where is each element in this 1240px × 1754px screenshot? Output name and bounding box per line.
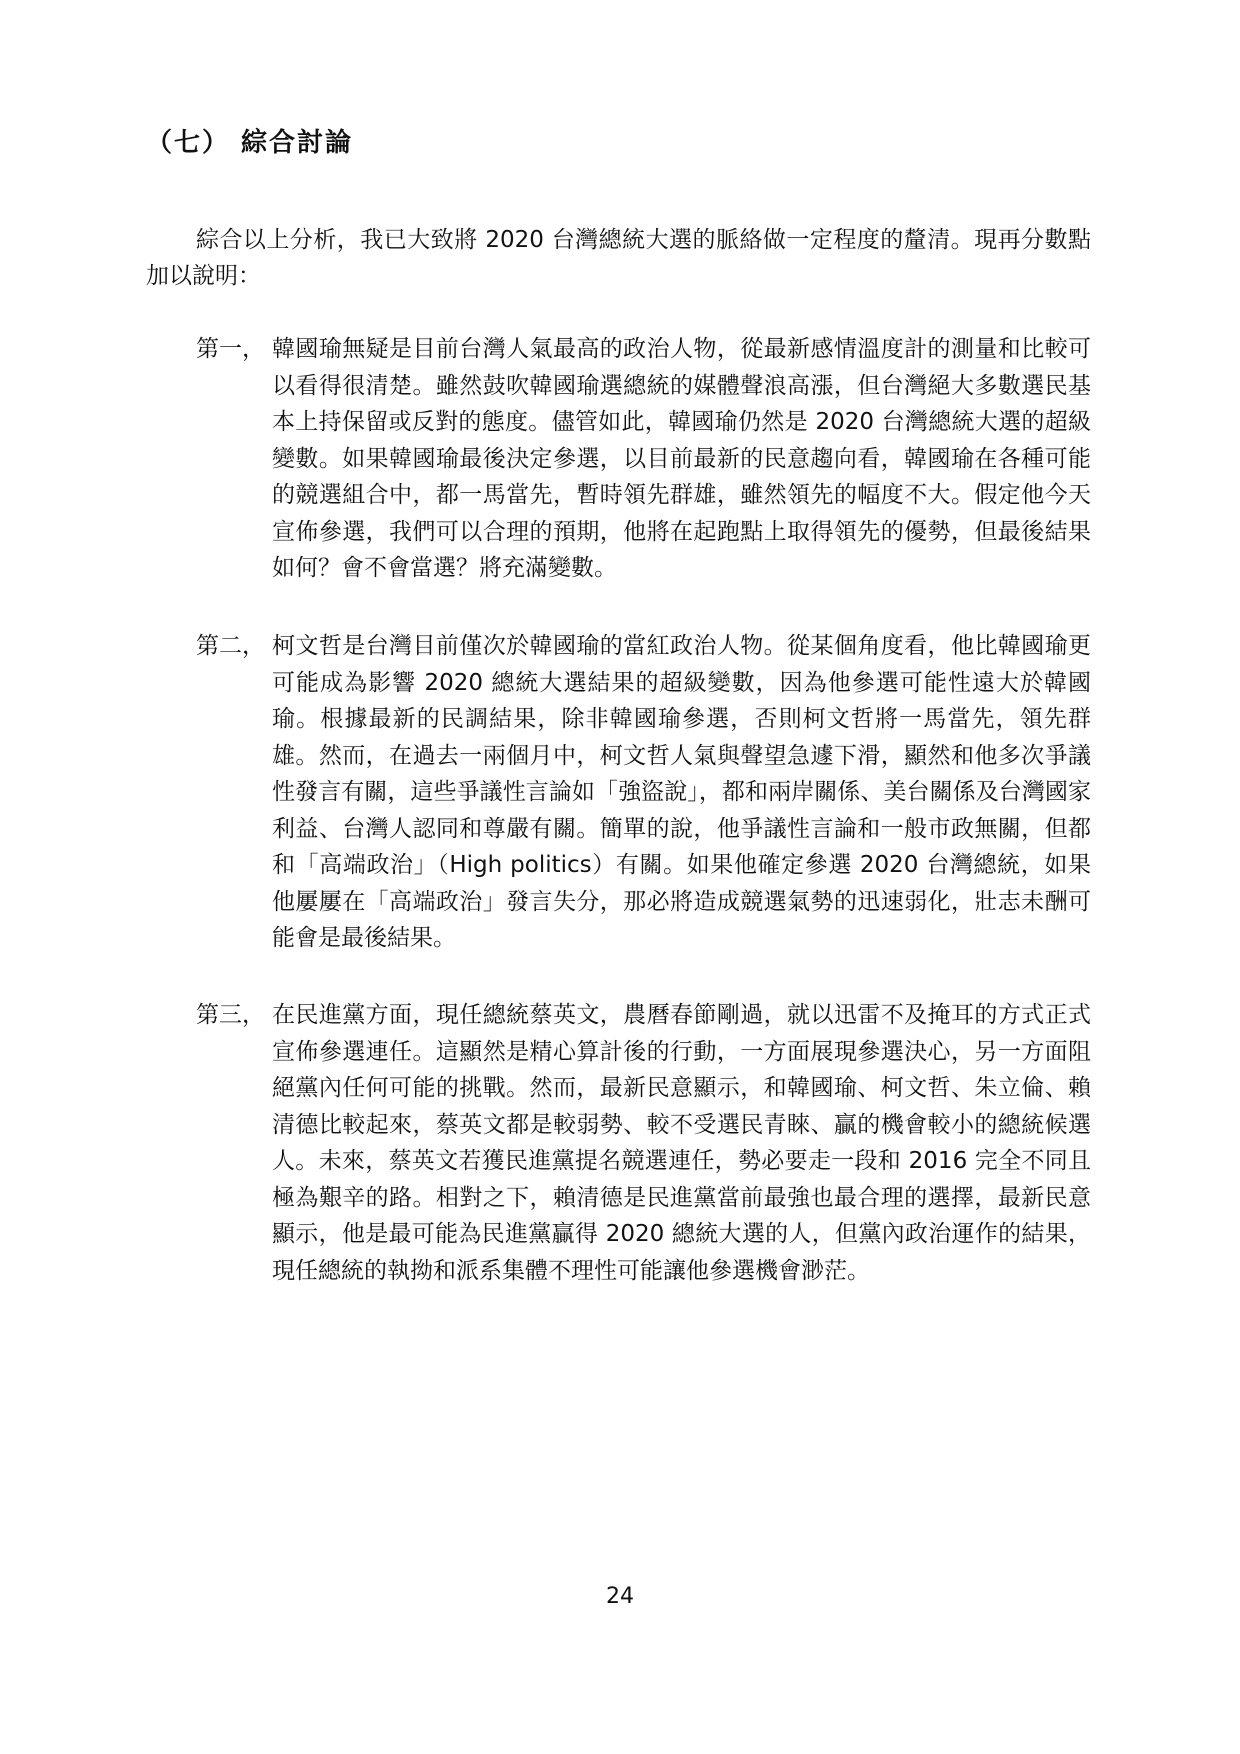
intro-paragraph: 綜合以上分析，我已大致將 2020 台灣總統大選的脈絡做一定程度的釐清。現再分數點加以說明：: [146, 227, 1091, 289]
page-number: 24: [606, 1584, 634, 1609]
point-third: [196, 997, 1091, 1289]
point-label: 第一，: [196, 336, 265, 362]
point-label: 第三，: [196, 1002, 265, 1028]
section-heading: （七） 綜合討論: [146, 128, 354, 158]
point-body: 在民進黨方面，現任總統蔡英文，農曆春節剛過，就以迅雷不及掩耳的方式正式宣佈參選連任。這顯然是精心算計後的行動，一方面展現參選決心，另一方面阻絕黨內任何可能的挑戰。然而，最新民意顯示，和韓國瑜、柯文哲、朱立倫、賴清德比較起來，蔡英文都是較弱勢、較不受選民青睞、贏的機會較小的總統候選人。未來，蔡英文若獲民進黨提名競選連任，勢必要走一段和 2016 完全不同且極為艱辛的路。相對之下，賴清德是民進黨當前最強也最合理的選擇，最新民意顯示，他是最可能為民進黨贏得 2020 總統大選的人，但黨內政治運作的結果，現任總統的執拗和派系集體不理性可能讓他參選機會渺茫。: [272, 1002, 1091, 1284]
point-body: 柯文哲是台灣目前僅次於韓國瑜的當紅政治人物。從某個角度看，他比韓國瑜更可能成為影響 2020 總統大選結果的超級變數，因為他參選可能性遠大於韓國瑜。根據最新的民調結果，除非韓國瑜參選，否則柯文哲將一馬當先，領先群雄。然而，在過去一兩個月中，柯文哲人氣與聲望急遽下滑，顯然和他多次爭議性發言有關，這些爭議性言論如「強盜說」，都和兩岸關係、美台關係及台灣國家利益、台灣人認同和尊嚴有關。簡單的說，他爭議性言論和一般市政無關，但都和「高端政治」（High politics）有關。如果他確定參選 2020 台灣總統，如果他屢屢在「高端政治」發言失分，那必將造成競選氣勢的迅速弱化，壯志未酬可能會是最後結果。: [272, 633, 1091, 951]
point-first: [196, 331, 1091, 587]
point-second: [196, 628, 1091, 957]
point-label: 第二，: [196, 633, 265, 659]
point-body: 韓國瑜無疑是目前台灣人氣最高的政治人物，從最新感情溫度計的測量和比較可以看得很清楚。雖然鼓吹韓國瑜選總統的媒體聲浪高漲，但台灣絕大多數選民基本上持保留或反對的態度。儘管如此，韓國瑜仍然是 2020 台灣總統大選的超級變數。如果韓國瑜最後決定參選，以目前最新的民意趨向看，韓國瑜在各種可能的競選組合中，都一馬當先，暫時領先群雄，雖然領先的幅度不大。假定他今天宣佈參選，我們可以合理的預期，他將在起跑點上取得領先的優勢，但最後結果如何？會不會當選？將充滿變數。: [272, 336, 1091, 581]
